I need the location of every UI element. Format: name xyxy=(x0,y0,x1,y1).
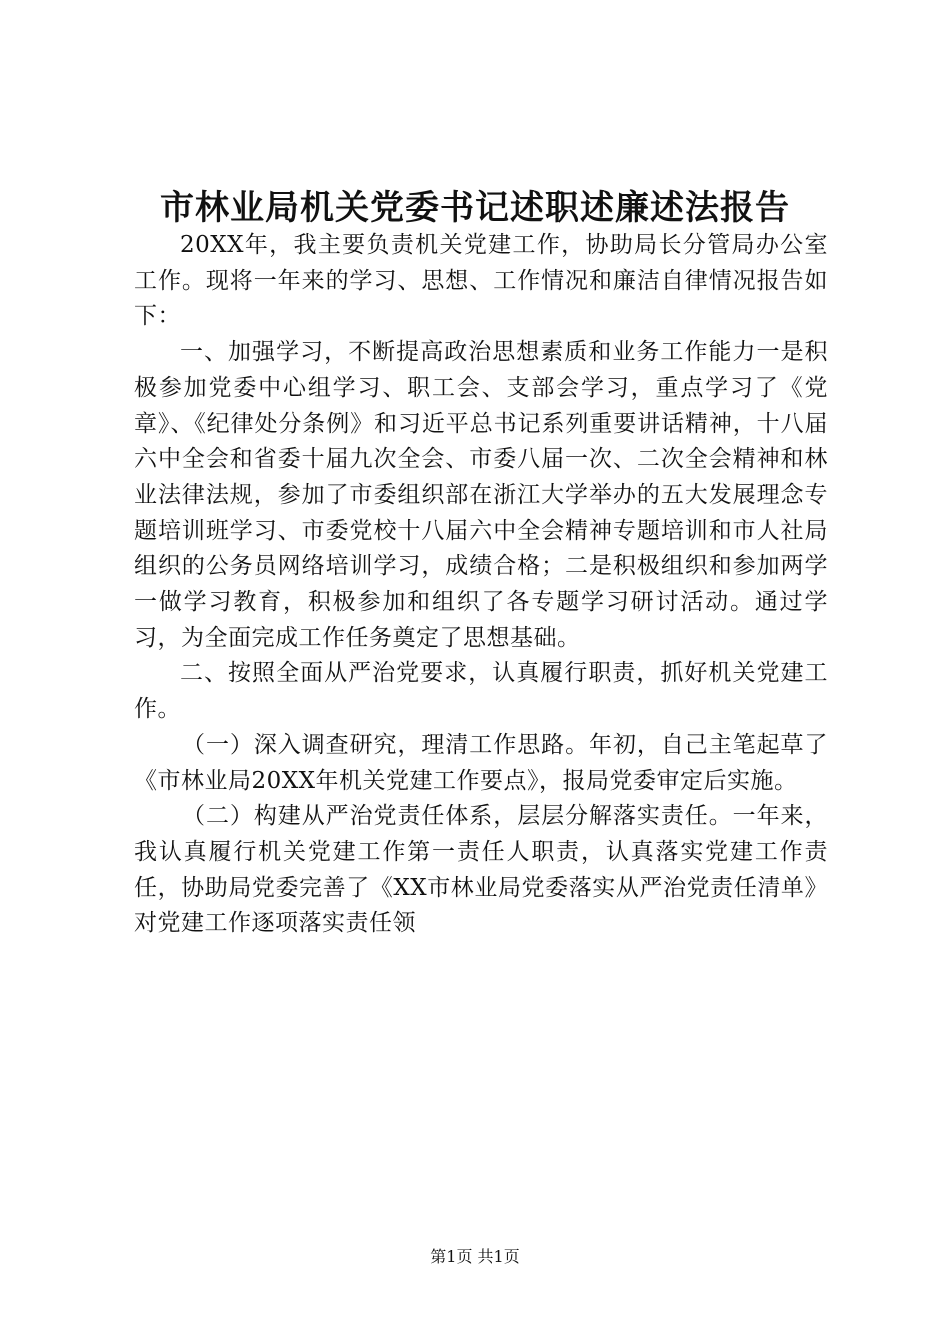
paragraph-section-1: 一、加强学习，不断提高政治思想素质和业务工作能力一是积极参加党委中心组学习、职工会、支部会学习，重点学习了《党章》、《纪律处分条例》和习近平总书记系列重要讲话精神，十八届六中全会和省委十届九次全会、市委八届一次、二次全会精神和林业法律法规，参加了市委组织部在浙江大学举办的五大发展理念专题培训班学习、市委党校十八届六中全会精神专题培训和市人社局组织的公务员网络培训学习，成绩合格；二是积极组织和参加两学一做学习教育，积极参加和组织了各专题学习研讨活动。通过学习，为全面完成工作任务奠定了思想基础。 xyxy=(134,339,828,651)
paragraph-section-2: 二、按照全面从严治党要求，认真履行职责，抓好机关党建工作。 xyxy=(134,660,828,723)
paragraph-subsection-1: （一）深入调查研究，理清工作思路。年初，自己主笔起草了《市林业局20XX年机关党建工作要点》，报局党委审定后实施。 xyxy=(134,731,828,794)
document-title: 市林业局机关党委书记述职述廉述法报告 xyxy=(160,188,790,228)
paragraph-subsection-2: （二）构建从严治党责任体系，层层分解落实责任。一年来，我认真履行机关党建工作第一责任人职责，认真落实党建工作责任，协助局党委完善了《XX市林业局党委落实从严治党责任清单》对党建工作逐项落实责任领 xyxy=(134,803,828,937)
paragraph-intro: 20XX年，我主要负责机关党建工作，协助局长分管局办公室工作。现将一年来的学习、思想、工作情况和廉洁自律情况报告如下： xyxy=(134,232,828,330)
document-body xyxy=(134,228,828,942)
page-footer: 第1页 共1页 xyxy=(430,1247,520,1266)
